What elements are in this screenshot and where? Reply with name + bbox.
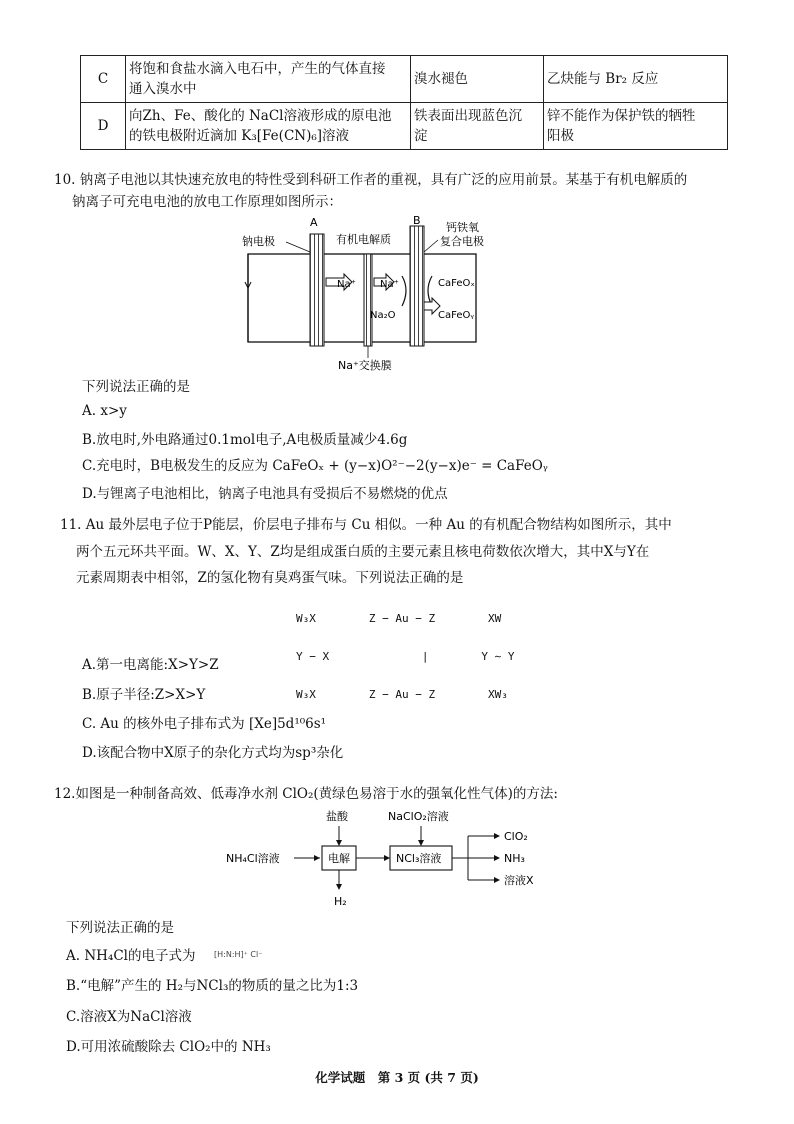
q10-option-b: B.放电时,外电路通过0.1mol电子,A电极质量减少4.6g — [82, 432, 408, 448]
q11-stem-line-2: 两个五元环共平面。W、X、Y、Z均是组成蛋白质的主要元素且核电荷数依次增大，其中X与Y在 — [76, 544, 650, 560]
observation-cell: 铁表面出现蓝色沉 淀 — [411, 103, 544, 150]
table-row — [81, 56, 728, 103]
conclusion-cell: 锌不能作为保护铁的牺牲 阳极 — [544, 103, 728, 150]
row-key: D — [81, 103, 126, 150]
na-electrode-label: 钠电极 — [242, 235, 275, 248]
composite-label-2: 复合电极 — [440, 235, 484, 248]
q12-option-a: A. NH₄Cl的电子式为 — [66, 948, 196, 964]
structure-row-3: W₃X Z − Au − Z XW₃ — [296, 688, 508, 701]
options-table — [80, 55, 728, 150]
na-ion-label-2: Na⁺ — [380, 279, 399, 290]
cafeox-label: CaFeOₓ — [438, 278, 475, 289]
q12-option-b: B.“电解”产生的 H₂与NCl₃的物质的量之比为1:3 — [66, 978, 359, 994]
clo2-output: ClO₂ — [504, 830, 528, 843]
q10-stem-line-1: 10. 钠离子电池以其快速充放电的特性受到科研工作者的重视，具有广泛的应用前景。某基于有机电解质的 — [54, 172, 688, 188]
structure-row-1: W₃X Z − Au − Z XW — [296, 612, 502, 625]
battery-diagram — [230, 212, 530, 372]
q12-option-d: D.可用浓硫酸除去 ClO₂中的 NH₃ — [66, 1039, 271, 1055]
ncl3-box: NCl₃溶液 — [396, 852, 442, 865]
hcl-label: 盐酸 — [326, 810, 348, 823]
q11-option-a: A.第一电离能:X>Y>Z — [82, 657, 219, 673]
q10-option-d: D.与锂离子电池相比，钠离子电池具有受损后不易燃烧的优点 — [82, 486, 448, 502]
membrane-label: Na⁺交换膜 — [338, 359, 392, 372]
nh4cl-electron-formula: [H:N:H]⁺ Cl⁻ — [214, 950, 263, 959]
observation-cell: 溴水褪色 — [411, 56, 544, 103]
experiment-cell: 将饱和食盐水滴入电石中，产生的气体直接 通入溴水中 — [126, 56, 411, 103]
q12-stem: 12.如图是一种制备高效、低毒净水剂 ClO₂(黄绿色易溶于水的强氧化性气体)的方法: — [54, 786, 558, 802]
label-a: A — [310, 216, 318, 229]
flow-diagram — [222, 806, 552, 914]
cafeoy-label: CaFeOᵧ — [438, 310, 475, 321]
q12-prompt: 下列说法正确的是 — [66, 920, 174, 936]
electrolysis-box: 电解 — [328, 852, 350, 865]
naclo2-label: NaClO₂溶液 — [388, 810, 449, 823]
page-footer: 化学试题 第 3 页 (共 7 页) — [315, 1070, 479, 1085]
q11-option-d: D.该配合物中X原子的杂化方式均为sp³杂化 — [82, 745, 344, 761]
q11-stem-line-3: 元素周期表中相邻，Z的氢化物有臭鸡蛋气味。下列说法正确的是 — [76, 570, 464, 586]
label-b: B — [413, 214, 421, 227]
q10-option-c: C.充电时，B电极发生的反应为 CaFeOₓ + (y−x)O²⁻−2(y−x)e⁻ = CaFeOᵧ — [82, 458, 548, 474]
q10-stem-line-2: 钠离子可充电电池的放电工作原理如图所示： — [72, 194, 342, 210]
q10-prompt: 下列说法正确的是 — [82, 379, 190, 395]
au-complex-structure — [296, 590, 515, 723]
q12-option-c: C.溶液X为NaCl溶液 — [66, 1009, 192, 1025]
experiment-cell: 向Zh、Fe、酸化的 NaCl溶液形成的原电池 的铁电极附近滴加 K₃[Fe(CN)₆]溶液 — [126, 103, 411, 150]
q11-option-c: C. Au 的核外电子排布式为 [Xe]5d¹⁰6s¹ — [82, 716, 327, 732]
structure-row-2: Y − X | Y ∼ Y — [296, 650, 515, 663]
q11-stem-line-1: 11. Au 最外层电子位于P能层，价层电子排布与 Cu 相似。一种 Au 的有机配合物结构如图所示，其中 — [60, 517, 672, 533]
conclusion-cell: 乙炔能与 Br₂ 反应 — [544, 56, 728, 103]
na-ion-label-1: Na⁺ — [337, 279, 356, 290]
electrolyte-label: 有机电解质 — [336, 233, 391, 246]
q10-option-a: A. x>y — [82, 403, 127, 419]
na2o-label: Na₂O — [370, 310, 396, 321]
table-row — [81, 103, 728, 150]
solution-x-output: 溶液X — [504, 874, 534, 887]
h2-label: H₂ — [334, 895, 347, 908]
nh3-output: NH₃ — [504, 852, 525, 865]
row-key: C — [81, 56, 126, 103]
composite-label-1: 钙铁氧 — [446, 221, 479, 234]
q11-option-b: B.原子半径:Z>X>Y — [82, 687, 206, 703]
nh4cl-label: NH₄Cl溶液 — [226, 852, 280, 865]
